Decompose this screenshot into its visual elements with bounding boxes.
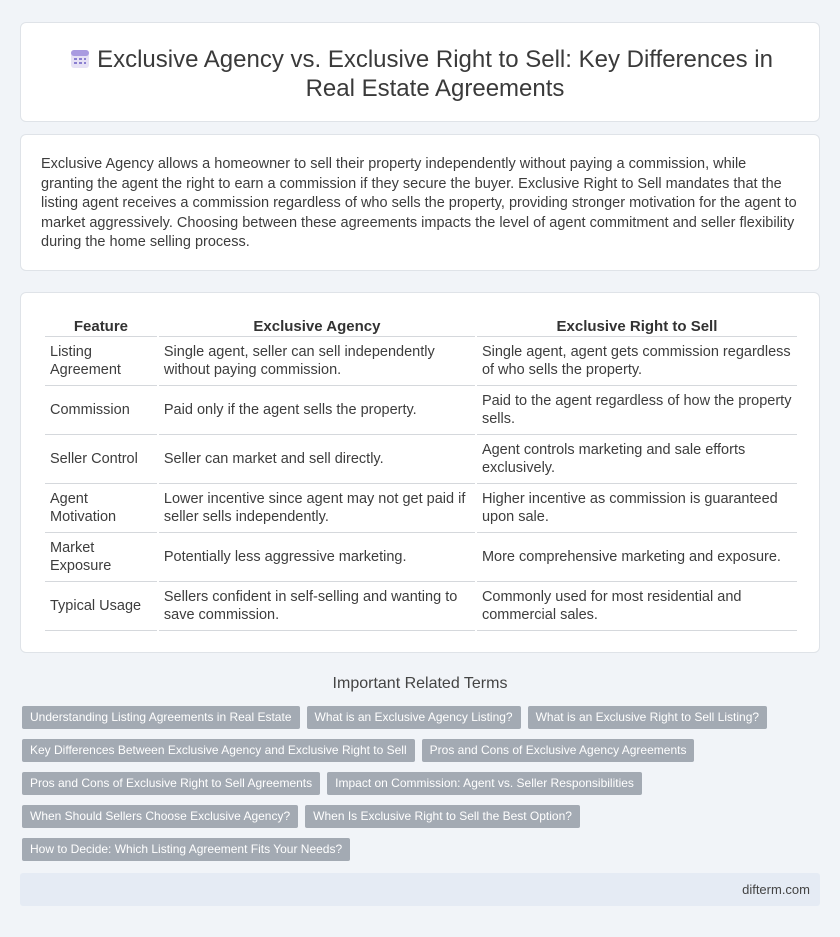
feature-cell: Commission [45,386,157,435]
feature-cell: Seller Control [45,435,157,484]
footer-bar [20,873,820,906]
right-to-sell-cell: More comprehensive marketing and exposure. [477,533,797,582]
right-to-sell-cell: Paid to the agent regardless of how the property sells. [477,386,797,435]
table-row [45,533,797,582]
header-exclusive-agency: Exclusive Agency [159,315,475,337]
related-term-link[interactable]: Pros and Cons of Exclusive Agency Agreements [422,739,695,762]
related-term-link[interactable]: What is an Exclusive Right to Sell Listing? [528,706,767,729]
related-term-link[interactable]: Understanding Listing Agreements in Real Estate [22,706,300,729]
intro-text: Exclusive Agency allows a homeowner to sell their property independently without paying a commission, while granting the agent the right to earn a commission if they secure the buyer. Exclusive Right to Sell mandates that the listing agent receives a commission regardless of who sells the property, providing stronger motivation for the agent to market aggressively. Choosing between these agreements impacts the level of agent commitment and seller flexibility during the home selling process. [41,156,797,250]
table-row [45,582,797,631]
table-row [45,435,797,484]
agency-cell: Paid only if the agent sells the property. [159,386,475,435]
related-term-link[interactable]: When Is Exclusive Right to Sell the Best Option? [305,805,580,828]
table-header-row [45,315,797,337]
agency-cell: Potentially less aggressive marketing. [159,533,475,582]
feature-cell: Market Exposure [45,533,157,582]
right-to-sell-cell: Agent controls marketing and sale efforts exclusively. [477,435,797,484]
agency-cell: Seller can market and sell directly. [159,435,475,484]
intro-card [20,134,820,271]
right-to-sell-cell: Commonly used for most residential and commercial sales. [477,582,797,631]
feature-cell: Typical Usage [45,582,157,631]
related-term-link[interactable]: Pros and Cons of Exclusive Right to Sell Agreements [22,772,320,795]
comparison-table [43,315,799,631]
related-terms-list [22,706,822,861]
related-term-link[interactable]: How to Decide: Which Listing Agreement Fits Your Needs? [22,838,350,861]
comparison-card [20,292,820,653]
footer-site-link[interactable]: difterm.com [742,882,810,897]
header-feature: Feature [45,315,157,337]
table-row [45,386,797,435]
title-card [20,22,820,122]
page-title: Exclusive Agency vs. Exclusive Right to Sell: Key Differences in Real Estate Agreements [97,46,773,102]
feature-cell: Listing Agreement [45,337,157,386]
related-term-link[interactable]: When Should Sellers Choose Exclusive Agency? [22,805,298,828]
related-term-link[interactable]: Impact on Commission: Agent vs. Seller Responsibilities [327,772,642,795]
table-row [45,484,797,533]
table-row [45,337,797,386]
right-to-sell-cell: Higher incentive as commission is guaranteed upon sale. [477,484,797,533]
agency-cell: Sellers confident in self-selling and wanting to save commission. [159,582,475,631]
related-term-link[interactable]: What is an Exclusive Agency Listing? [307,706,521,729]
header-exclusive-right-to-sell: Exclusive Right to Sell [477,315,797,337]
related-term-link[interactable]: Key Differences Between Exclusive Agency and Exclusive Right to Sell [22,739,415,762]
feature-cell: Agent Motivation [45,484,157,533]
related-terms-title: Important Related Terms [332,675,508,692]
right-to-sell-cell: Single agent, agent gets commission regardless of who sells the property. [477,337,797,386]
agency-cell: Single agent, seller can sell independently without paying commission. [159,337,475,386]
agency-cell: Lower incentive since agent may not get paid if seller sells independently. [159,484,475,533]
